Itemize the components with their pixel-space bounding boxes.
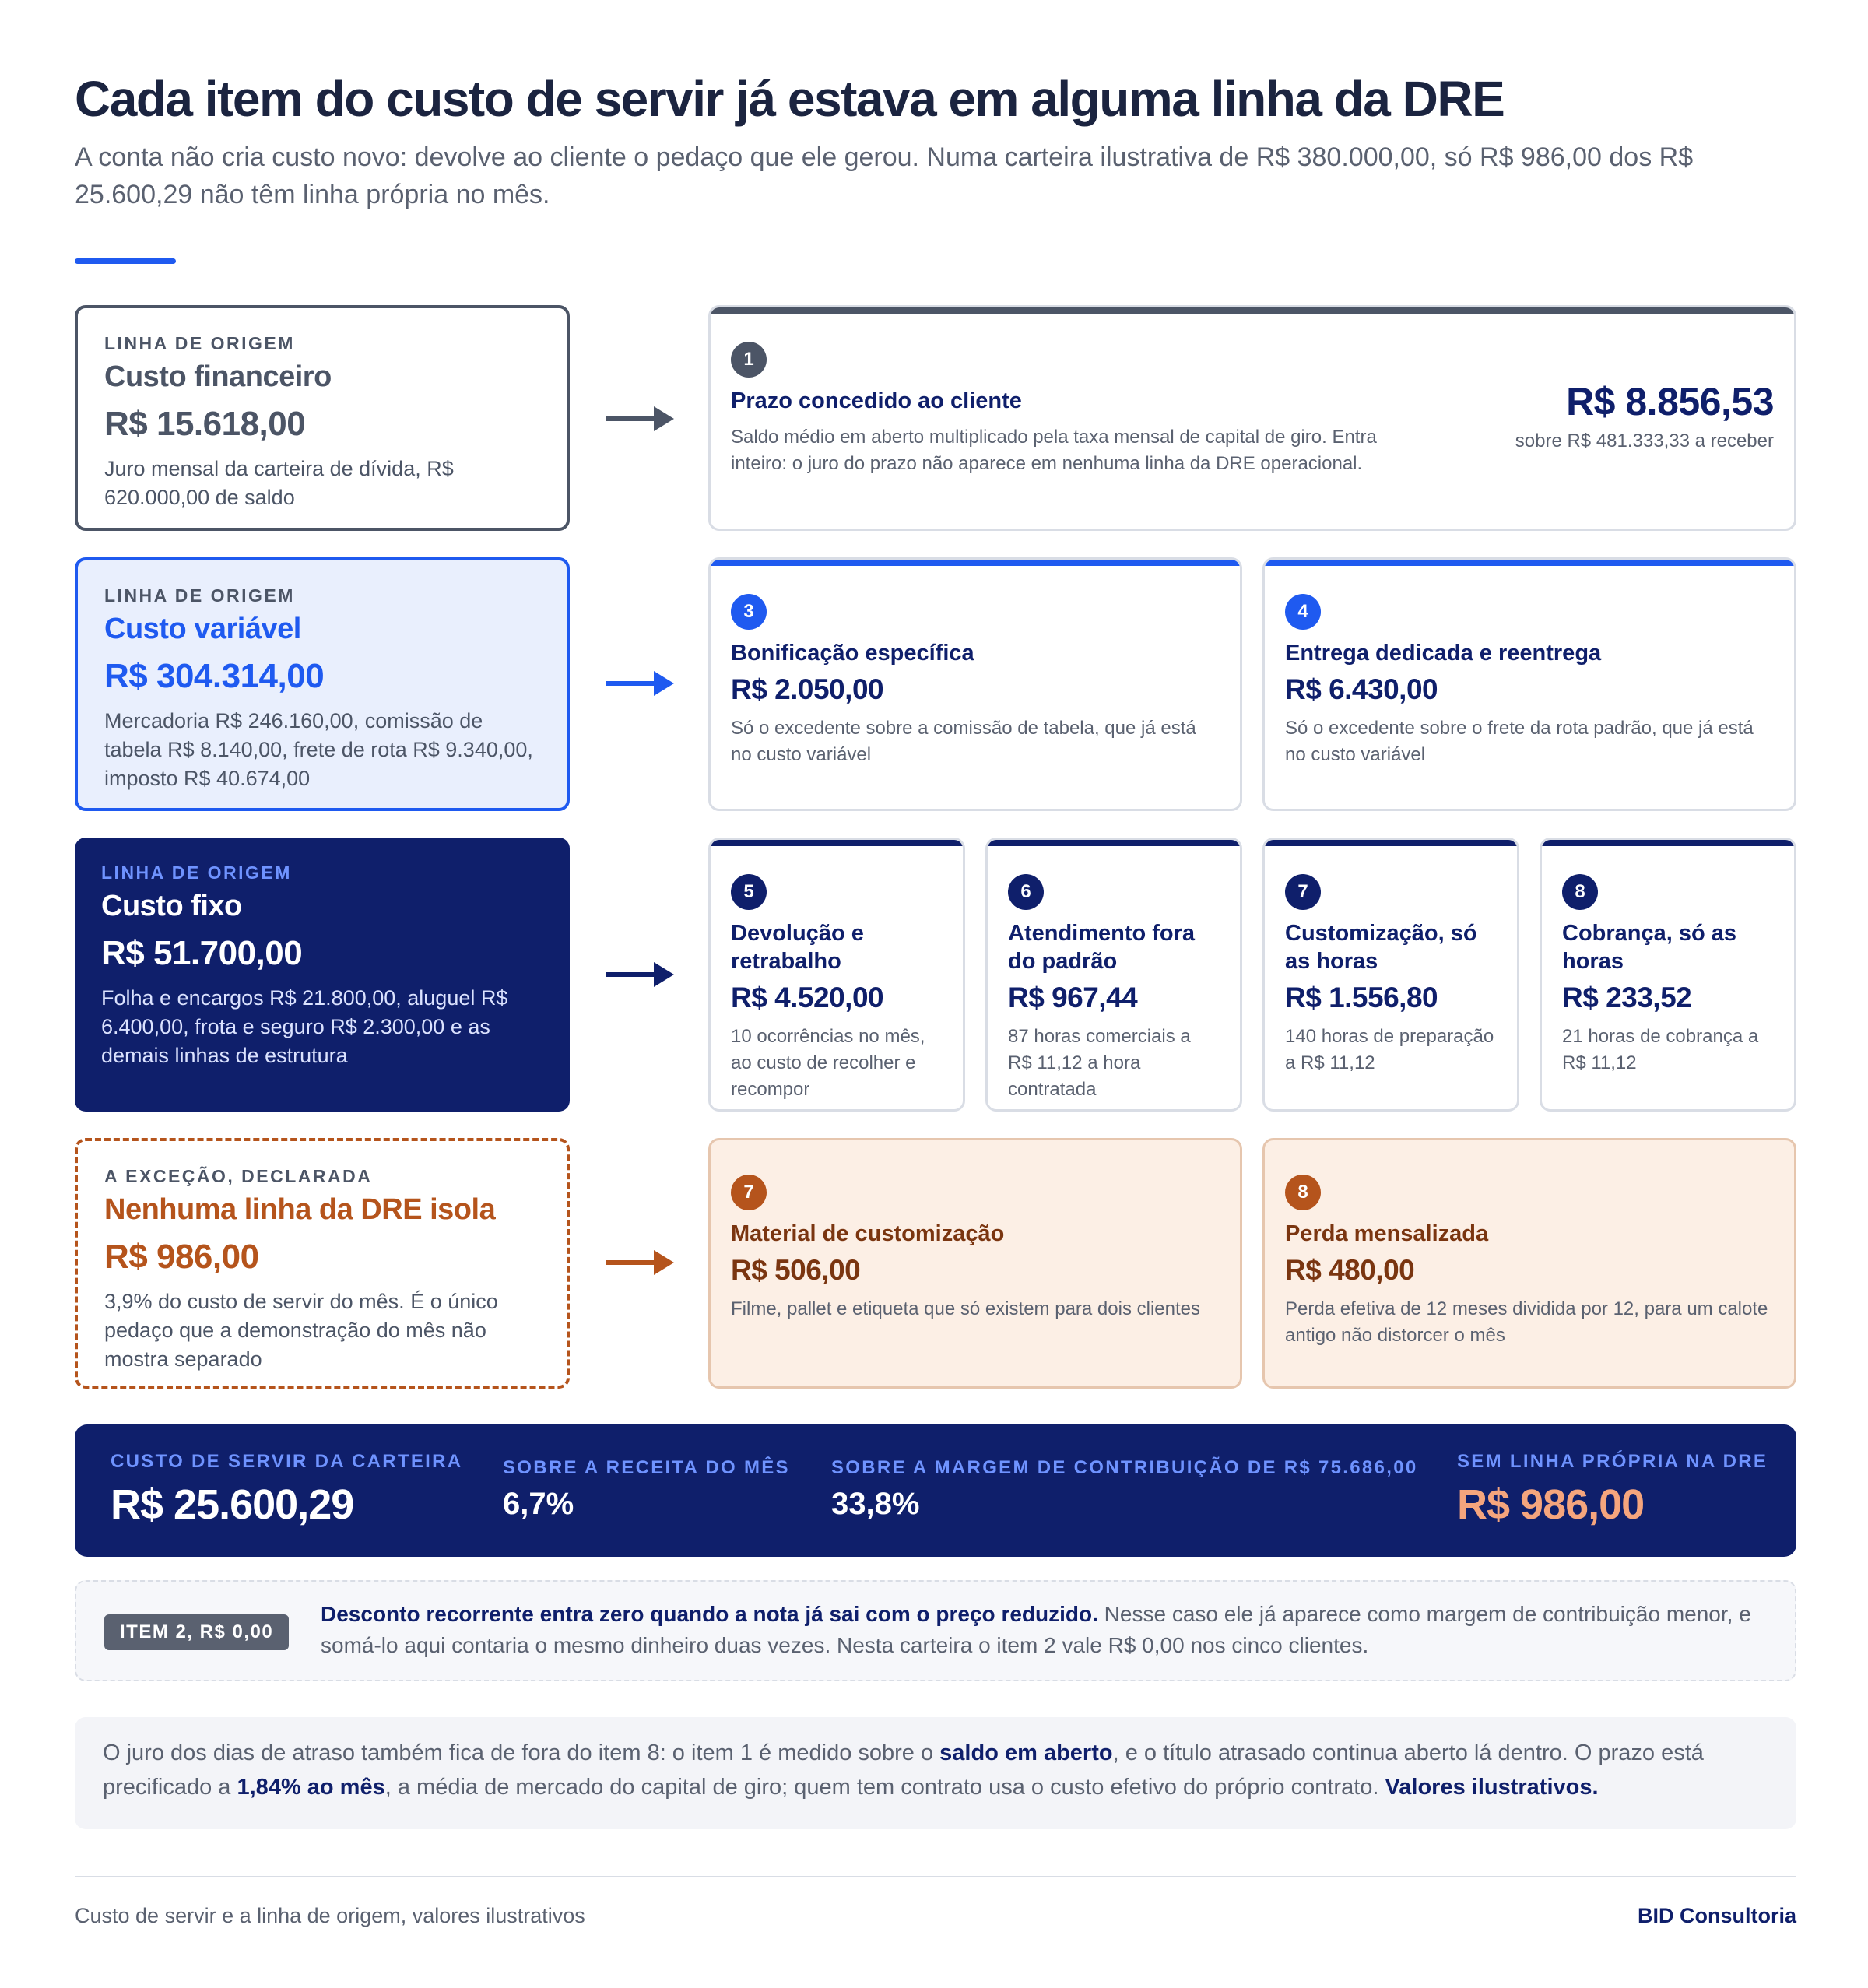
summary-margin-label: SOBRE A MARGEM DE CONTRIBUIÇÃO DE R$ 75.686,00 (831, 1457, 1418, 1478)
origin-desc: Mercadoria R$ 246.160,00, comissão de tabela R$ 8.140,00, frete de rota R$ 9.340,00, imposto R$ 40.674,00 (104, 709, 533, 790)
footnote-bold: 1,84% ao mês (237, 1775, 385, 1800)
item-value-sub: sobre R$ 481.333,33 a receber (1515, 430, 1774, 451)
origin-value: R$ 304.314,00 (104, 657, 325, 695)
accent-rule (75, 258, 176, 264)
item-2-tag: ITEM 2, R$ 0,00 (104, 1614, 289, 1650)
summary-revenue-label: SOBRE A RECEITA DO MÊS (503, 1457, 790, 1478)
arrow-right-icon (604, 403, 676, 434)
item-desc: 140 horas de preparação a R$ 11,12 (1285, 1026, 1494, 1073)
item-title: Customização, só as horas (1285, 921, 1477, 974)
item-number-badge: 1 (731, 342, 767, 378)
origin-name: Nenhuma linha da DRE isola (104, 1193, 496, 1226)
item-number-badge: 5 (731, 874, 767, 910)
summary-margin (831, 1457, 1417, 1522)
item-desc: Perda efetiva de 12 meses dividida por 12, para um calote antigo não distorcer o mês (1285, 1298, 1768, 1346)
origin-kicker: LINHA DE ORIGEM (101, 862, 292, 883)
item-title: Perda mensalizada (1285, 1221, 1489, 1246)
item-value: R$ 967,44 (1008, 982, 1138, 1013)
summary-noline (1457, 1451, 1768, 1529)
origin-custo-financeiro (75, 305, 570, 531)
summary-bar (75, 1424, 1796, 1557)
item-number-badge: 8 (1562, 874, 1598, 910)
origin-value: R$ 51.700,00 (101, 934, 303, 972)
item-number-badge: 7 (731, 1175, 767, 1210)
item-card-4 (1262, 557, 1796, 811)
origin-custo-variavel (75, 557, 570, 811)
item-title: Entrega dedicada e reentrega (1285, 641, 1602, 666)
page-title: Cada item do custo de servir já estava em alguma linha da DRE (75, 71, 1505, 127)
item-desc: Filme, pallet e etiqueta que só existem para dois clientes (731, 1298, 1200, 1319)
item-2-note-text (321, 1599, 1768, 1661)
origin-name: Custo fixo (101, 890, 242, 922)
origin-value: R$ 986,00 (104, 1238, 259, 1276)
item-desc: Saldo médio em aberto multiplicado pela taxa mensal de capital de giro. Entra inteiro: o juro do prazo não aparece em nenhuma linha da DRE operacional. (731, 427, 1377, 474)
item-desc: Só o excedente sobre o frete da rota padrão, que já está no custo variável (1285, 718, 1754, 765)
summary-noline-label: SEM LINHA PRÓPRIA NA DRE (1457, 1451, 1768, 1472)
summary-total-value: R$ 25.600,29 (111, 1481, 354, 1528)
item-value: R$ 6.430,00 (1285, 673, 1438, 705)
item-number-badge: 8 (1285, 1175, 1321, 1210)
footnote-text: , e o título atrasado continua aberto lá dentro. O prazo está precificado a (103, 1740, 1704, 1800)
item-card-7 (1262, 838, 1519, 1112)
item-value: R$ 480,00 (1285, 1254, 1415, 1286)
footnote (75, 1717, 1796, 1829)
item-card-8-perda (1262, 1138, 1796, 1389)
origin-excecao (75, 1138, 570, 1389)
item-title: Atendimento fora do padrão (1008, 921, 1196, 974)
origin-kicker: A EXCEÇÃO, DECLARADA (104, 1166, 373, 1186)
item-number-badge: 7 (1285, 874, 1321, 910)
item-title: Cobrança, só as horas (1562, 921, 1737, 974)
origin-desc: 3,9% do custo de servir do mês. É o único pedaço que a demonstração do mês não mostra separado (104, 1290, 498, 1371)
summary-noline-value: R$ 986,00 (1457, 1481, 1645, 1528)
item-desc: 87 horas comerciais a R$ 11,12 a hora contratada (1008, 1026, 1191, 1100)
item-number-badge: 6 (1008, 874, 1044, 910)
origin-custo-fixo (75, 838, 570, 1112)
summary-revenue (503, 1457, 790, 1522)
item-value: R$ 4.520,00 (731, 982, 884, 1013)
footnote-bold: saldo em aberto (939, 1740, 1113, 1765)
item-card-3 (708, 557, 1242, 811)
origin-kicker: LINHA DE ORIGEM (104, 333, 295, 353)
item-value: R$ 1.556,80 (1285, 982, 1438, 1013)
arrow-right-icon (604, 959, 676, 990)
footer-divider (75, 1876, 1796, 1877)
origin-name: Custo financeiro (104, 360, 332, 393)
footer-brand: BID Consultoria (1637, 1904, 1796, 1927)
origin-kicker: LINHA DE ORIGEM (104, 585, 295, 606)
footnote-bold: Valores ilustrativos. (1385, 1775, 1599, 1800)
origin-value: R$ 15.618,00 (104, 405, 306, 443)
footnote-text: , a média de mercado do capital de giro; quem tem contrato usa o custo efetivo do próprio contrato. (384, 1775, 1385, 1800)
summary-revenue-value: 6,7% (503, 1487, 574, 1521)
summary-total-label: CUSTO DE SERVIR DA CARTEIRA (111, 1451, 463, 1472)
item-value: R$ 8.856,53 (1566, 380, 1774, 423)
item-number-badge: 4 (1285, 594, 1321, 630)
item-card-6 (985, 838, 1242, 1112)
summary-margin-value: 33,8% (831, 1487, 920, 1521)
item-value: R$ 506,00 (731, 1254, 861, 1286)
item-card-8 (1540, 838, 1796, 1112)
item-2-note (75, 1580, 1796, 1681)
origin-desc: Juro mensal da carteira de dívida, R$ 620.000,00 de saldo (104, 457, 454, 509)
item-2-note-bold: Desconto recorrente entra zero quando a nota já sai com o preço reduzido. (321, 1602, 1098, 1626)
item-number-badge: 3 (731, 594, 767, 630)
item-value: R$ 2.050,00 (731, 673, 884, 705)
item-card-5 (708, 838, 965, 1112)
item-desc: Só o excedente sobre a comissão de tabela, que já está no custo variável (731, 718, 1196, 765)
page-subtitle: A conta não cria custo novo: devolve ao cliente o pedaço que ele gerou. Numa carteira ilustrativa de R$ 380.000,00, só R$ 986,00 dos R$ 25.600,29 não têm linha própria no mês. (75, 142, 1694, 209)
item-title: Prazo concedido ao cliente (731, 388, 1022, 413)
item-value: R$ 233,52 (1562, 982, 1692, 1013)
item-desc: 10 ocorrências no mês, ao custo de recolher e recompor (731, 1026, 925, 1100)
item-title: Devolução e retrabalho (731, 921, 864, 974)
footnote-text: O juro dos dias de atraso também fica de fora do item 8: o item 1 é medido sobre o (103, 1740, 940, 1765)
footer-caption: Custo de servir e a linha de origem, valores ilustrativos (75, 1904, 585, 1927)
item-2-note-body: Nesse caso ele já aparece como margem de contribuição menor, e somá-lo aqui contaria o mesmo dinheiro duas vezes. Nesta carteira o item 2 vale R$ 0,00 nos cinco clientes. (321, 1602, 1751, 1657)
item-desc: 21 horas de cobrança a R$ 11,12 (1562, 1026, 1759, 1073)
arrow-right-icon (604, 1247, 676, 1278)
arrow-right-icon (604, 668, 676, 699)
item-card-7-material (708, 1138, 1242, 1389)
origin-name: Custo variável (104, 613, 301, 645)
origin-desc: Folha e encargos R$ 21.800,00, aluguel R$ 6.400,00, frota e seguro R$ 2.300,00 e as demais linhas de estrutura (101, 986, 508, 1067)
item-title: Bonificação específica (731, 641, 974, 666)
summary-total (111, 1451, 462, 1529)
item-title: Material de customização (731, 1221, 1005, 1246)
page (75, 0, 1796, 1988)
item-card-1 (708, 305, 1796, 531)
